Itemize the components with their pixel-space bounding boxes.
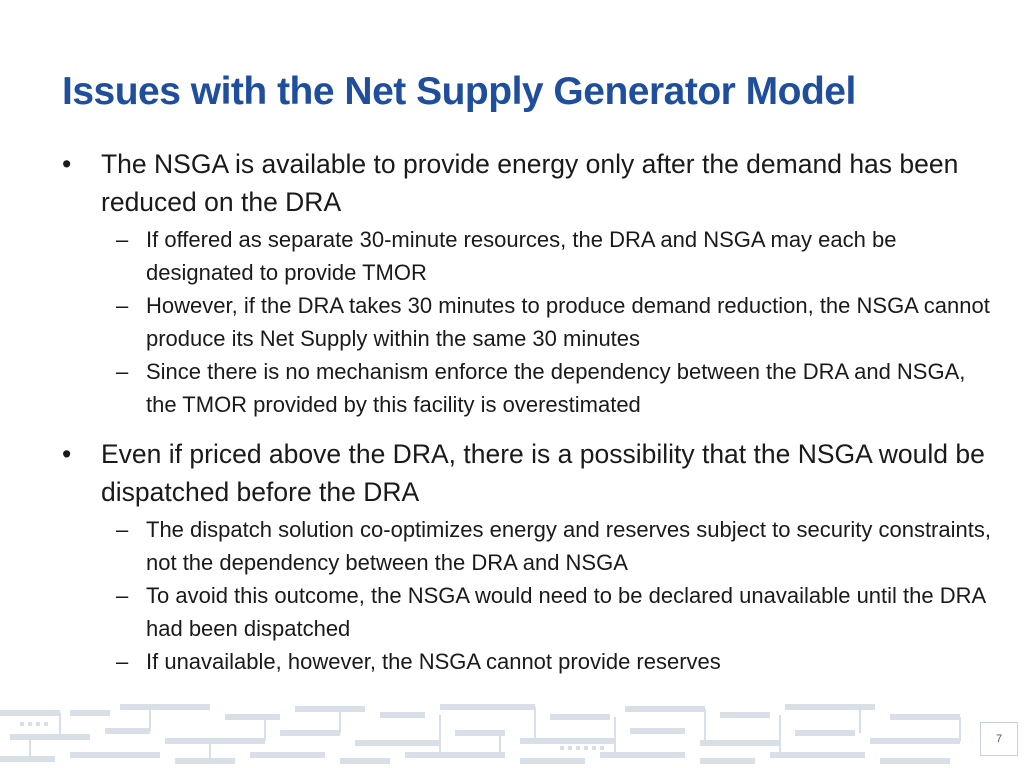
dash-marker-icon: –	[116, 359, 129, 384]
dash-marker-icon: –	[116, 583, 129, 608]
sub-bullet-text: To avoid this outcome, the NSGA would need to be declared unavailable until the DRA had been dispatched	[146, 583, 985, 641]
sub-bullet-item	[62, 289, 992, 355]
sub-bullet-item	[62, 355, 992, 421]
dash-marker-icon: –	[116, 649, 129, 674]
sub-bullet-list	[62, 223, 992, 421]
dash-marker-icon: –	[116, 227, 129, 252]
sub-bullet-item	[62, 579, 992, 645]
slide-title: Issues with the Net Supply Generator Model	[62, 70, 856, 113]
sub-bullet-text: If unavailable, however, the NSGA cannot provide reserves	[146, 649, 721, 674]
page-number: 7	[980, 722, 1018, 756]
slide-body	[62, 145, 992, 678]
dash-marker-icon: –	[116, 293, 129, 318]
bullet-text: Even if priced above the DRA, there is a possibility that the NSGA would be dispatched before the DRA	[101, 439, 985, 507]
sub-bullet-text: Since there is no mechanism enforce the dependency between the DRA and NSGA, the TMOR provided by this facility is overestimated	[146, 359, 966, 417]
sub-bullet-item	[62, 645, 992, 678]
dash-marker-icon: –	[116, 517, 129, 542]
bullet-group-2	[62, 435, 992, 678]
sub-bullet-text: If offered as separate 30-minute resources, the DRA and NSGA may each be designated to provide TMOR	[146, 227, 897, 285]
bullet-marker-icon: •	[62, 149, 72, 179]
sub-bullet-item	[62, 223, 992, 289]
bullet-marker-icon: •	[62, 439, 72, 469]
sub-bullet-item	[62, 513, 992, 579]
sub-bullet-text: The dispatch solution co-optimizes energy and reserves subject to security constraints, not the dependency between the DRA and NSGA	[146, 517, 991, 575]
bullet-item	[62, 145, 992, 221]
bullet-text: The NSGA is available to provide energy only after the demand has been reduced on the DRA	[101, 149, 959, 217]
sub-bullet-list	[62, 513, 992, 678]
sub-bullet-text: However, if the DRA takes 30 minutes to produce demand reduction, the NSGA cannot produce its Net Supply within the same 30 minutes	[146, 293, 990, 351]
bullet-group-1	[62, 145, 992, 421]
spacer	[62, 421, 992, 435]
circuit-board-pattern-icon	[0, 700, 1024, 768]
bullet-item	[62, 435, 992, 511]
